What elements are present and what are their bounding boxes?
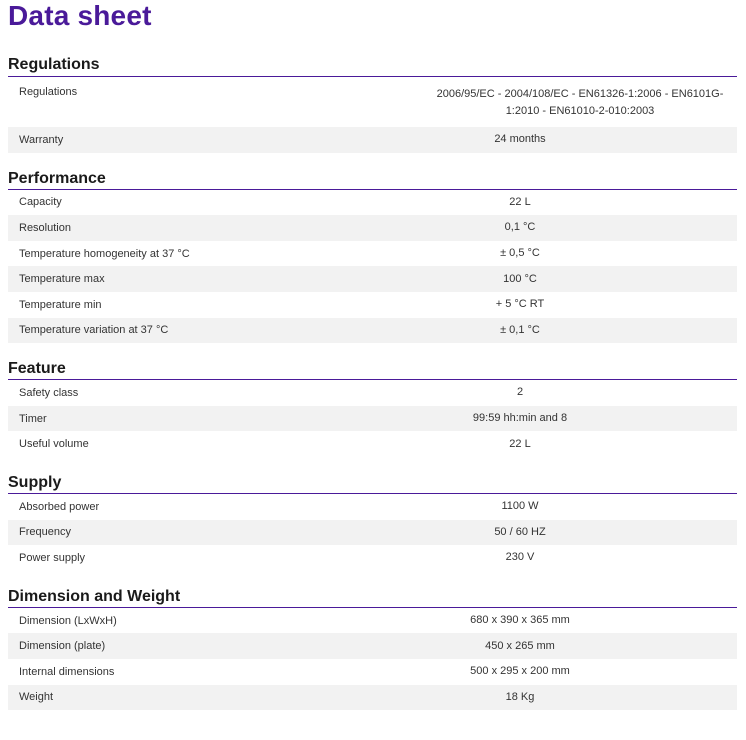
spec-row-capacity	[8, 190, 737, 216]
spec-value: 18 Kg	[505, 690, 535, 703]
spec-list-feature	[8, 380, 737, 457]
section-supply	[8, 457, 737, 571]
spec-row-timer	[8, 406, 737, 432]
spec-row-temperature-variation	[8, 318, 737, 344]
section-heading-performance: Performance	[8, 153, 737, 190]
spec-value: 100 °C	[503, 272, 537, 285]
spec-label: Frequency	[19, 526, 71, 539]
spec-label: Resolution	[19, 221, 71, 234]
spec-label: Internal dimensions	[19, 665, 115, 678]
section-heading-dimension-and-weight: Dimension and Weight	[8, 571, 737, 608]
spec-list-performance	[8, 190, 737, 344]
spec-value: 0,1 °C	[504, 221, 536, 234]
spec-label: Temperature homogeneity at 37 °C	[19, 247, 190, 260]
spec-row-weight	[8, 685, 737, 711]
spec-row-dimension-lxwxh	[8, 608, 737, 634]
page-title: Data sheet	[8, 0, 152, 31]
spec-label: Weight	[19, 691, 54, 704]
spec-value: 680 x 390 x 365 mm	[470, 614, 570, 627]
spec-label: Useful volume	[19, 438, 89, 451]
section-heading-feature: Feature	[8, 343, 737, 380]
spec-value: + 5 °C RT	[495, 298, 545, 311]
spec-label: Temperature max	[19, 273, 105, 286]
spec-value: 2	[516, 386, 524, 399]
spec-label: Temperature variation at 37 °C	[19, 324, 169, 337]
spec-row-dimension-plate	[8, 633, 737, 659]
spec-row-regulations	[8, 77, 737, 127]
spec-row-useful-volume	[8, 431, 737, 457]
section-dimension-and-weight	[8, 571, 737, 710]
spec-value: 1100 W	[501, 500, 539, 513]
spec-row-safety-class	[8, 380, 737, 406]
spec-value: 500 x 295 x 200 mm	[470, 665, 570, 678]
spec-row-frequency	[8, 520, 737, 546]
spec-list-regulations	[8, 77, 737, 153]
spec-label: Capacity	[19, 196, 62, 209]
spec-row-resolution	[8, 215, 737, 241]
spec-list-dimension-and-weight	[8, 608, 737, 710]
spec-row-internal-dimensions	[8, 659, 737, 685]
spec-value: 230 V	[505, 551, 535, 564]
spec-value: 22 L	[509, 437, 531, 450]
section-regulations	[8, 39, 737, 153]
spec-row-absorbed-power	[8, 494, 737, 520]
spec-value: 50 / 60 HZ	[494, 525, 546, 538]
spec-row-warranty	[8, 127, 737, 153]
spec-list-supply	[8, 494, 737, 571]
spec-label: Temperature min	[19, 298, 102, 311]
section-performance	[8, 153, 737, 344]
spec-label: Regulations	[19, 86, 78, 98]
section-heading-supply: Supply	[8, 457, 737, 494]
spec-row-temperature-max	[8, 266, 737, 292]
spec-label: Absorbed power	[19, 500, 100, 513]
spec-row-temperature-homogeneity	[8, 241, 737, 267]
spec-label: Power supply	[19, 551, 86, 564]
spec-value: ± 0,1 °C	[500, 323, 540, 336]
section-heading-regulations: Regulations	[8, 39, 737, 77]
spec-label: Timer	[19, 412, 47, 425]
section-feature	[8, 343, 737, 457]
spec-value: 2006/95/EC - 2004/108/EC - EN61326-1:2006 - EN6101G-1:2010 - EN61010-2-010:2003	[436, 88, 724, 117]
spec-label: Dimension (LxWxH)	[19, 614, 117, 627]
spec-label: Safety class	[19, 386, 79, 399]
spec-row-power-supply	[8, 545, 737, 571]
spec-label: Dimension (plate)	[19, 640, 106, 653]
spec-value: 22 L	[509, 195, 531, 208]
spec-row-temperature-min	[8, 292, 737, 318]
spec-label: Warranty	[19, 133, 64, 146]
spec-value: 450 x 265 mm	[485, 639, 555, 652]
spec-value: 24 months	[494, 133, 546, 146]
spec-value: ± 0,5 °C	[500, 247, 540, 260]
spec-value: 99:59 hh:min and 8	[472, 412, 568, 425]
